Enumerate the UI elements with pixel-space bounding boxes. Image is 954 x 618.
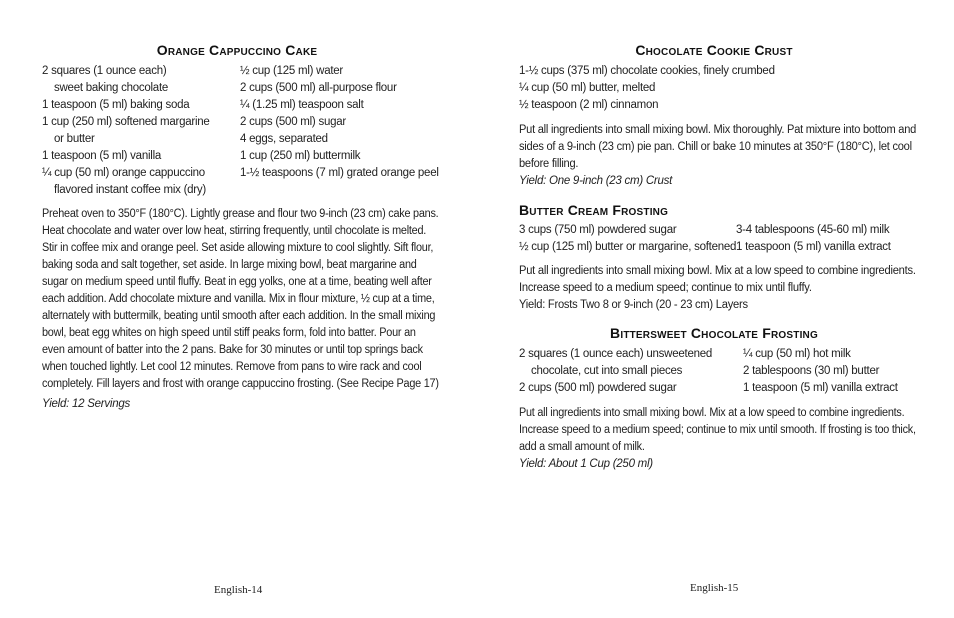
bittersweet-yield: Yield: About 1 Cup (250 ml)	[519, 458, 653, 470]
ingredient-line: 2 cups (500 ml) all-purpose flour	[240, 82, 397, 94]
ingredient-line: ¼ cup (50 ml) hot milk	[743, 348, 851, 360]
ingredient-line: 2 cups (500 ml) powdered sugar	[519, 382, 677, 394]
ingredient-line: flavored instant coffee mix (dry)	[54, 184, 206, 196]
butter-cream-ingredients-col2	[736, 222, 891, 256]
crust-directions	[519, 122, 916, 173]
ingredient-line: ½ cup (125 ml) water	[240, 65, 344, 77]
ingredient-line: 4 eggs, separated	[240, 133, 328, 145]
crust-title: Chocolate Cookie Crust	[635, 42, 793, 58]
right-page	[477, 0, 954, 618]
ingredient-line: 2 squares (1 ounce each) unsweetened	[519, 348, 713, 360]
directions-line: add a small amount of milk.	[519, 441, 645, 453]
directions-line: before filling.	[519, 158, 579, 170]
directions-line: Put all ingredients into small mixing bowl. Mix thoroughly. Pat mixture into bottom and	[519, 124, 917, 136]
page-number-left: English-14	[214, 584, 263, 596]
cake-ingredients-col1	[42, 63, 210, 199]
directions-line: sugar on medium speed until fluffy. Beat in egg yolks, one at a time, beating well after	[42, 276, 432, 288]
bittersweet-ingredients-col1	[519, 346, 712, 397]
ingredient-line: 1 teaspoon (5 ml) vanilla extract	[736, 241, 891, 253]
ingredient-line: 2 tablespoons (30 ml) butter	[743, 365, 880, 377]
ingredient-line: 2 cups (500 ml) sugar	[240, 116, 346, 128]
directions-line: Increase speed to a medium speed; continue to mix until smooth. If frosting is too thick,	[519, 424, 916, 436]
directions-line: alternately with buttermilk, beating until smooth after each addition. In the small mixing	[42, 310, 436, 322]
crust-yield: Yield: One 9-inch (23 cm) Crust	[519, 175, 673, 187]
bittersweet-title: Bittersweet Chocolate Frosting	[610, 325, 818, 341]
butter-cream-directions	[519, 263, 916, 314]
cake-title: Orange Cappuccino Cake	[156, 42, 318, 58]
ingredient-line: 3-4 tablespoons (45-60 ml) milk	[736, 224, 890, 236]
directions-line: when touched lightly. Let cool 12 minutes. Remove from pans to wire rack and cool	[42, 361, 422, 373]
directions-line: bowl, beat egg whites on high speed until stiff peaks form, fold into batter. Pour an	[42, 327, 416, 339]
ingredient-line: ¼ (1.25 ml) teaspoon salt	[240, 99, 364, 111]
ingredient-line: 3 cups (750 ml) powdered sugar	[519, 224, 677, 236]
ingredient-line: ¼ cup (50 ml) orange cappuccino	[42, 167, 205, 179]
directions-line: Put all ingredients into small mixing bowl. Mix at a low speed to combine ingredients.	[519, 407, 905, 419]
page-number-right: English-15	[690, 582, 739, 594]
ingredient-line: ¼ cup (50 ml) butter, melted	[519, 82, 656, 94]
cake-directions	[42, 206, 439, 393]
directions-line: baking soda and salt together, set aside. In large mixing bowl, beat margarine and	[42, 259, 417, 271]
cake-ingredients-col2	[240, 63, 439, 182]
ingredient-line: 1-½ cups (375 ml) chocolate cookies, finely crumbed	[519, 65, 775, 77]
butter-cream-ingredients-col1	[519, 222, 736, 256]
ingredient-line: 1-½ teaspoons (7 ml) grated orange peel	[240, 167, 439, 179]
ingredient-line: 2 squares (1 ounce each)	[42, 65, 167, 77]
ingredient-line: 1 teaspoon (5 ml) vanilla extract	[743, 382, 898, 394]
directions-line: Preheat oven to 350°F (180°C). Lightly grease and flour two 9-inch (23 cm) cake pans.	[42, 208, 439, 220]
bittersweet-directions	[519, 405, 916, 456]
directions-line: Put all ingredients into small mixing bowl. Mix at a low speed to combine ingredients.	[519, 265, 916, 277]
ingredient-line: 1 teaspoon (5 ml) vanilla	[42, 150, 162, 162]
directions-line: sides of a 9-inch (23 cm) pie pan. Chill or bake 10 minutes at 350°F (180°C), let cool	[519, 141, 912, 153]
directions-line: Heat chocolate and water over low heat, stirring frequently, until chocolate is melted.	[42, 225, 427, 237]
ingredient-line: or butter	[54, 133, 95, 145]
directions-line: Stir in coffee mix and orange peel. Set aside allowing mixture to cool slightly. Sift flour,	[42, 242, 434, 254]
directions-line: Yield: Frosts Two 8 or 9-inch (20 - 23 cm) Layers	[519, 299, 748, 311]
directions-line: each addition. Add chocolate mixture and vanilla. Mix in flour mixture, ½ cup at a time,	[42, 293, 435, 305]
butter-cream-title: Butter Cream Frosting	[519, 202, 669, 218]
ingredient-line: ½ teaspoon (2 ml) cinnamon	[519, 99, 659, 111]
directions-line: completely. Fill layers and frost with orange cappuccino frosting. (See Recipe Page 17)	[42, 378, 439, 390]
crust-ingredients	[519, 63, 775, 114]
ingredient-line: 1 teaspoon (5 ml) baking soda	[42, 99, 190, 111]
bittersweet-ingredients-col2	[743, 346, 898, 397]
ingredient-line: chocolate, cut into small pieces	[531, 365, 683, 377]
ingredient-line: 1 cup (250 ml) buttermilk	[240, 150, 361, 162]
directions-line: Increase speed to a medium speed; continue to mix until fluffy.	[519, 282, 812, 294]
ingredient-line: 1 cup (250 ml) softened margarine	[42, 116, 210, 128]
ingredient-line: ½ cup (125 ml) butter or margarine, softened	[519, 241, 737, 253]
cake-yield: Yield: 12 Servings	[42, 398, 130, 410]
ingredient-line: sweet baking chocolate	[54, 82, 169, 94]
directions-line: even amount of batter into the 2 pans. Bake for 30 minutes or until top springs back	[42, 344, 423, 356]
